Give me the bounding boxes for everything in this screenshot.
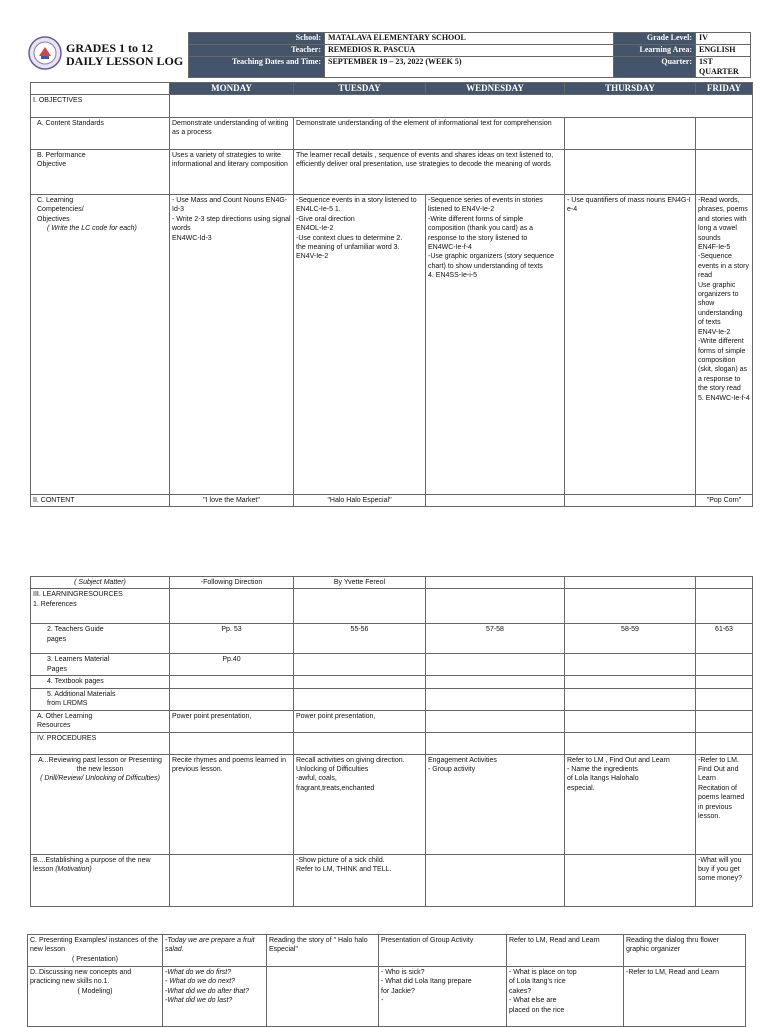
competencies-label: C. Learning Competencies/ Objectives <box>37 197 84 223</box>
procedures-friday <box>696 732 753 754</box>
tg-wednesday: 57-58 <box>426 624 565 654</box>
procedures-heading: IV. PROCEDURES <box>31 732 170 754</box>
school-value: MATALAVA ELEMENTARY SCHOOL <box>325 33 614 45</box>
review-wednesday: Engagement Activities - Group activity <box>426 754 565 854</box>
other-resources-label: A. Other Learning Resources <box>31 710 170 732</box>
content-friday: "Pop Corn" <box>696 495 753 507</box>
lesson-table-procedures <box>27 934 746 1027</box>
day-header-wednesday: WEDNESDAY <box>426 83 565 95</box>
performance-monday: Uses a variety of strategies to write informational and literary composition <box>170 150 294 195</box>
subject-matter-friday <box>696 577 753 589</box>
day-header-thursday: THURSDAY <box>565 83 696 95</box>
tg-friday: 61-63 <box>696 624 753 654</box>
procedures-thursday <box>565 732 696 754</box>
day-header-tuesday: TUESDAY <box>294 83 426 95</box>
other-resources-tuesday: Power point presentation, <box>294 710 426 732</box>
content-monday: "I love the Market" <box>170 495 294 507</box>
objectives-row-blank <box>170 95 753 118</box>
review-label: A...Reviewing past lesson or Presenting the new lesson <box>38 756 162 774</box>
competencies-tuesday: -Sequence events in a story listened to EN4LC-Ie-5 1. -Give oral direction EN4OL-Ie-2 -Use context clues to determine 2. the meaning of unfamiliar word 3. EN4V-Ie-2 <box>294 195 426 495</box>
area-label: Learning Area: <box>614 45 696 57</box>
presenting-note: ( Presentation) <box>72 955 118 963</box>
other-resources-monday: Power point presentation, <box>170 710 294 732</box>
quarter-value: 1ST QUARTER <box>696 57 751 78</box>
purpose-note: (Motivation) <box>55 866 92 874</box>
purpose-friday: -What will you buy if you get some money? <box>696 854 753 906</box>
grade-label: Grade Level: <box>614 33 696 45</box>
references-thursday <box>565 589 696 624</box>
procedures-tuesday <box>294 732 426 754</box>
content-label: II. CONTENT <box>31 495 170 507</box>
teacher-label: Teacher: <box>189 45 325 57</box>
performance-friday <box>696 150 753 195</box>
discussing-note: ( Modeling) <box>77 987 113 995</box>
presenting-label: C. Presenting Examples/ instances of the new lesson <box>30 937 159 954</box>
subject-matter-tuesday: By Yvette Fereol <box>294 577 426 589</box>
references-tuesday <box>294 589 426 624</box>
presenting-tuesday: Reading the story of " Halo halo Especial" <box>267 935 379 967</box>
objectives-heading: I. OBJECTIVES <box>31 95 170 118</box>
presenting-label-cell <box>28 935 163 967</box>
discussing-friday: -Refer to LM, Read and Learn <box>624 967 746 1027</box>
review-monday: Recite rhymes and poems learned in previous lesson. <box>170 754 294 854</box>
header-info-table <box>188 32 751 78</box>
textbook-monday <box>170 676 294 688</box>
content-standards-tuesday: Demonstrate understanding of the element of informational text for comprehension <box>294 118 565 150</box>
title-line1: GRADES 1 to 12 <box>66 41 154 55</box>
content-tuesday: "Halo Halo Especial" <box>294 495 426 507</box>
additional-tuesday <box>294 688 426 710</box>
discussing-label: D..Discussing new concepts and practicing new skills no.1. <box>30 969 132 986</box>
subject-matter-wednesday <box>426 577 565 589</box>
performance-tuesday: The learner recall details , sequence of events and shares ideas on text listened to, efficiently deliver oral presentation, use strategies to decode the meaning of words <box>294 150 565 195</box>
discussing-monday: -What do we do first? - What do we do next? -What did we do after that? -What did we do last? <box>163 967 267 1027</box>
lesson-table-objectives <box>30 82 753 507</box>
tg-monday: Pp. 53 <box>170 624 294 654</box>
procedures-monday <box>170 732 294 754</box>
references-friday <box>696 589 753 624</box>
purpose-label: B....Establishing a purpose of the new lesson <box>33 856 151 874</box>
subject-matter-thursday <box>565 577 696 589</box>
content-thursday <box>565 495 696 507</box>
day-header-blank <box>31 83 170 95</box>
document-title <box>66 42 183 68</box>
additional-thursday <box>565 688 696 710</box>
grade-value: IV <box>696 33 751 45</box>
lm-thursday <box>565 654 696 676</box>
lm-tuesday <box>294 654 426 676</box>
other-resources-wednesday <box>426 710 565 732</box>
review-label-cell <box>31 754 170 854</box>
tg-tuesday: 55-56 <box>294 624 426 654</box>
competencies-friday: -Read words, phrases, poems and stories with long a vowel sounds EN4F-Ie-5 -Sequence events in a story read Use graphic organizers to show understanding of texts EN4V-Ie-2 -Write different forms of simple composition (skit, slogan) as a response to the story read 5. EN4WC-Ie-f-4 <box>696 195 753 495</box>
discussing-thursday: - What is place on top of Lola Itang's rice cakes? - What else are placed on the rice <box>507 967 624 1027</box>
area-value: ENGLISH <box>696 45 751 57</box>
learning-resources-heading: III. LEARNINGRESOURCES 1. References <box>31 589 170 624</box>
other-resources-thursday <box>565 710 696 732</box>
presenting-wednesday: Presentation of Group Activity <box>379 935 507 967</box>
review-tuesday: Recall activities on giving direction. Unlocking of Difficulties -awful, coals, fragrant,treats,enchanted <box>294 754 426 854</box>
discussing-label-cell <box>28 967 163 1027</box>
lm-monday: Pp.40 <box>170 654 294 676</box>
dates-value: SEPTEMBER 19 – 23, 2022 (WEEK 5) <box>325 57 614 78</box>
additional-label: 5. Additional Materials from LRDMS <box>31 688 170 710</box>
competencies-thursday: - Use quantifiers of mass nouns EN4G-I e-4 <box>565 195 696 495</box>
review-friday: -Refer to LM. Find Out and Learn Recitation of poems learned in previous lesson. <box>696 754 753 854</box>
textbook-thursday <box>565 676 696 688</box>
textbook-wednesday <box>426 676 565 688</box>
other-resources-friday <box>696 710 753 732</box>
day-header-friday: FRIDAY <box>696 83 753 95</box>
tg-thursday: 58-59 <box>565 624 696 654</box>
subject-matter-monday: -Following Direction <box>170 577 294 589</box>
purpose-thursday <box>565 854 696 906</box>
lm-friday <box>696 654 753 676</box>
textbook-tuesday <box>294 676 426 688</box>
procedures-wednesday <box>426 732 565 754</box>
competencies-note: ( Write the LC code for each) <box>47 225 137 233</box>
competencies-monday: - Use Mass and Count Nouns EN4G-Id-3 - Write 2-3 step directions using signal words EN4WC-Id-3 <box>170 195 294 495</box>
title-line2: DAILY LESSON LOG <box>66 54 184 68</box>
purpose-wednesday <box>426 854 565 906</box>
references-monday <box>170 589 294 624</box>
references-wednesday <box>426 589 565 624</box>
review-note: ( Drill/Review/ Unlocking of Difficulties) <box>40 775 160 783</box>
performance-thursday <box>565 150 696 195</box>
purpose-monday <box>170 854 294 906</box>
competencies-wednesday: -Sequence series of events in stories listened to EN4V-Ie-2 -Write different forms of simple composition (thank you card) as a response to the story listened to EN4WC-Ie-f-4 -Use graphic organizers (story sequence chart) to show understanding of texts 4. EN4SS-Ie-i-5 <box>426 195 565 495</box>
additional-wednesday <box>426 688 565 710</box>
review-thursday: Refer to LM , Find Out and Learn - Name the ingredients of Lola Itangs Halohalo especial. <box>565 754 696 854</box>
day-header-monday: MONDAY <box>170 83 294 95</box>
content-standards-label: A. Content Standards <box>31 118 170 150</box>
additional-monday <box>170 688 294 710</box>
content-wednesday <box>426 495 565 507</box>
lm-label: 3. Learners Material Pages <box>31 654 170 676</box>
presenting-friday: Reading the dialog thru flower graphic organizer <box>624 935 746 967</box>
content-standards-friday <box>696 118 753 150</box>
discussing-tuesday <box>267 967 379 1027</box>
purpose-label-cell <box>31 854 170 906</box>
performance-label: B. Performance Objective <box>31 150 170 195</box>
quarter-label: Quarter: <box>614 57 696 78</box>
additional-friday <box>696 688 753 710</box>
discussing-wednesday: - Who is sick? - What did Lola Itang prepare for Jackie? - <box>379 967 507 1027</box>
dates-label: Teaching Dates and Time: <box>189 57 325 78</box>
presenting-thursday: Refer to LM, Read and Learn <box>507 935 624 967</box>
purpose-tuesday: -Show picture of a sick child. Refer to LM, THINK and TELL. <box>294 854 426 906</box>
textbook-label: 4. Textbook pages <box>31 676 170 688</box>
school-label: School: <box>189 33 325 45</box>
competencies-label-cell <box>31 195 170 495</box>
content-standards-monday: Demonstrate understanding of writing as a process <box>170 118 294 150</box>
deped-seal-icon <box>28 36 62 70</box>
textbook-friday <box>696 676 753 688</box>
lesson-table-resources <box>30 576 753 907</box>
teacher-value: REMEDIOS R. PASCUA <box>325 45 614 57</box>
content-standards-thursday <box>565 118 696 150</box>
presenting-monday: -Today we are prepare a fruit salad. <box>163 935 267 967</box>
lm-wednesday <box>426 654 565 676</box>
subject-matter-label: ( Subject Matter) <box>31 577 170 589</box>
tg-label: 2. Teachers Guide pages <box>31 624 170 654</box>
